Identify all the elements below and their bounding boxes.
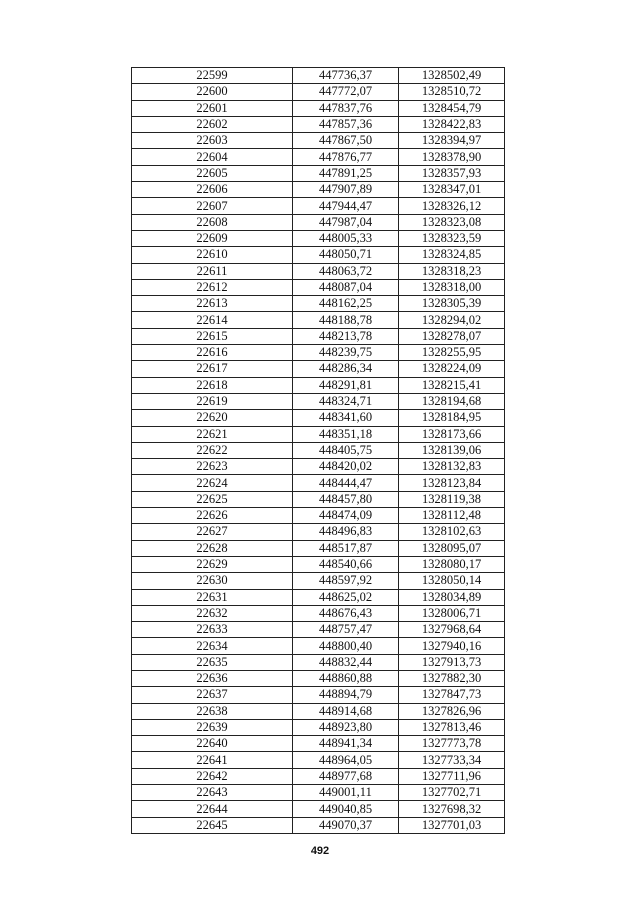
y-coordinate-cell: 1328119,38 xyxy=(399,491,505,507)
y-coordinate-cell: 1328034,89 xyxy=(399,589,505,605)
table-row xyxy=(132,736,505,752)
point-number-cell: 22623 xyxy=(132,459,293,475)
y-coordinate-cell: 1328324,85 xyxy=(399,247,505,263)
table-row xyxy=(132,801,505,817)
table-row xyxy=(132,182,505,198)
table-row xyxy=(132,508,505,524)
point-number-cell: 22611 xyxy=(132,263,293,279)
x-coordinate-cell: 448860,88 xyxy=(293,670,399,686)
point-number-cell: 22632 xyxy=(132,605,293,621)
table-row xyxy=(132,670,505,686)
x-coordinate-cell: 447987,04 xyxy=(293,214,399,230)
x-coordinate-cell: 448239,75 xyxy=(293,345,399,361)
point-number-cell: 22629 xyxy=(132,556,293,572)
y-coordinate-cell: 1328347,01 xyxy=(399,182,505,198)
table-row xyxy=(132,100,505,116)
point-number-cell: 22601 xyxy=(132,100,293,116)
x-coordinate-cell: 448540,66 xyxy=(293,556,399,572)
y-coordinate-cell: 1328378,90 xyxy=(399,149,505,165)
x-coordinate-cell: 448676,43 xyxy=(293,605,399,621)
y-coordinate-cell: 1328357,93 xyxy=(399,165,505,181)
point-number-cell: 22606 xyxy=(132,182,293,198)
table-row xyxy=(132,752,505,768)
x-coordinate-cell: 448162,25 xyxy=(293,296,399,312)
point-number-cell: 22635 xyxy=(132,654,293,670)
y-coordinate-cell: 1328112,48 xyxy=(399,508,505,524)
x-coordinate-cell: 448977,68 xyxy=(293,768,399,784)
point-number-cell: 22624 xyxy=(132,475,293,491)
table-row xyxy=(132,247,505,263)
point-number-cell: 22622 xyxy=(132,442,293,458)
point-number-cell: 22605 xyxy=(132,165,293,181)
x-coordinate-cell: 448894,79 xyxy=(293,687,399,703)
table-row xyxy=(132,345,505,361)
point-number-cell: 22607 xyxy=(132,198,293,214)
point-number-cell: 22628 xyxy=(132,540,293,556)
y-coordinate-cell: 1328080,17 xyxy=(399,556,505,572)
y-coordinate-cell: 1327702,71 xyxy=(399,785,505,801)
x-coordinate-cell: 448050,71 xyxy=(293,247,399,263)
y-coordinate-cell: 1328454,79 xyxy=(399,100,505,116)
table-row xyxy=(132,165,505,181)
point-number-cell: 22630 xyxy=(132,573,293,589)
point-number-cell: 22599 xyxy=(132,68,293,84)
table-row xyxy=(132,279,505,295)
y-coordinate-cell: 1328132,83 xyxy=(399,459,505,475)
x-coordinate-cell: 449040,85 xyxy=(293,801,399,817)
table-row xyxy=(132,817,505,833)
table-row xyxy=(132,556,505,572)
y-coordinate-cell: 1328255,95 xyxy=(399,345,505,361)
x-coordinate-cell: 448923,80 xyxy=(293,719,399,735)
y-coordinate-cell: 1328050,14 xyxy=(399,573,505,589)
y-coordinate-cell: 1327733,34 xyxy=(399,752,505,768)
y-coordinate-cell: 1327847,73 xyxy=(399,687,505,703)
y-coordinate-cell: 1328139,06 xyxy=(399,442,505,458)
coordinates-table-body xyxy=(132,68,505,834)
table-row xyxy=(132,703,505,719)
point-number-cell: 22633 xyxy=(132,622,293,638)
table-row xyxy=(132,263,505,279)
x-coordinate-cell: 448914,68 xyxy=(293,703,399,719)
point-number-cell: 22645 xyxy=(132,817,293,833)
y-coordinate-cell: 1328194,68 xyxy=(399,393,505,409)
point-number-cell: 22627 xyxy=(132,524,293,540)
y-coordinate-cell: 1328095,07 xyxy=(399,540,505,556)
y-coordinate-cell: 1327913,73 xyxy=(399,654,505,670)
x-coordinate-cell: 448324,71 xyxy=(293,393,399,409)
table-row xyxy=(132,393,505,409)
y-coordinate-cell: 1328318,00 xyxy=(399,279,505,295)
y-coordinate-cell: 1328173,66 xyxy=(399,426,505,442)
point-number-cell: 22608 xyxy=(132,214,293,230)
point-number-cell: 22638 xyxy=(132,703,293,719)
x-coordinate-cell: 448757,47 xyxy=(293,622,399,638)
table-row xyxy=(132,687,505,703)
table-row xyxy=(132,361,505,377)
table-row xyxy=(132,426,505,442)
point-number-cell: 22602 xyxy=(132,116,293,132)
table-row xyxy=(132,719,505,735)
y-coordinate-cell: 1328184,95 xyxy=(399,410,505,426)
x-coordinate-cell: 448188,78 xyxy=(293,312,399,328)
point-number-cell: 22640 xyxy=(132,736,293,752)
table-row xyxy=(132,149,505,165)
point-number-cell: 22625 xyxy=(132,491,293,507)
y-coordinate-cell: 1327968,64 xyxy=(399,622,505,638)
table-row xyxy=(132,654,505,670)
table-row xyxy=(132,475,505,491)
coordinates-table xyxy=(131,67,505,834)
table-row xyxy=(132,133,505,149)
y-coordinate-cell: 1328102,63 xyxy=(399,524,505,540)
y-coordinate-cell: 1328394,97 xyxy=(399,133,505,149)
point-number-cell: 22637 xyxy=(132,687,293,703)
table-row xyxy=(132,84,505,100)
point-number-cell: 22613 xyxy=(132,296,293,312)
x-coordinate-cell: 448597,92 xyxy=(293,573,399,589)
x-coordinate-cell: 448457,80 xyxy=(293,491,399,507)
x-coordinate-cell: 447857,36 xyxy=(293,116,399,132)
x-coordinate-cell: 448496,83 xyxy=(293,524,399,540)
x-coordinate-cell: 447876,77 xyxy=(293,149,399,165)
x-coordinate-cell: 448474,09 xyxy=(293,508,399,524)
point-number-cell: 22603 xyxy=(132,133,293,149)
x-coordinate-cell: 448517,87 xyxy=(293,540,399,556)
y-coordinate-cell: 1328502,49 xyxy=(399,68,505,84)
x-coordinate-cell: 448832,44 xyxy=(293,654,399,670)
point-number-cell: 22612 xyxy=(132,279,293,295)
point-number-cell: 22604 xyxy=(132,149,293,165)
y-coordinate-cell: 1328006,71 xyxy=(399,605,505,621)
y-coordinate-cell: 1327882,30 xyxy=(399,670,505,686)
point-number-cell: 22618 xyxy=(132,377,293,393)
y-coordinate-cell: 1328422,83 xyxy=(399,116,505,132)
point-number-cell: 22620 xyxy=(132,410,293,426)
table-row xyxy=(132,622,505,638)
y-coordinate-cell: 1327813,46 xyxy=(399,719,505,735)
point-number-cell: 22643 xyxy=(132,785,293,801)
table-row xyxy=(132,230,505,246)
table-row xyxy=(132,638,505,654)
x-coordinate-cell: 447891,25 xyxy=(293,165,399,181)
point-number-cell: 22616 xyxy=(132,345,293,361)
table-row xyxy=(132,312,505,328)
point-number-cell: 22619 xyxy=(132,393,293,409)
x-coordinate-cell: 447772,07 xyxy=(293,84,399,100)
x-coordinate-cell: 448964,05 xyxy=(293,752,399,768)
point-number-cell: 22609 xyxy=(132,230,293,246)
table-row xyxy=(132,214,505,230)
y-coordinate-cell: 1328123,84 xyxy=(399,475,505,491)
y-coordinate-cell: 1327698,32 xyxy=(399,801,505,817)
x-coordinate-cell: 448005,33 xyxy=(293,230,399,246)
point-number-cell: 22617 xyxy=(132,361,293,377)
table-row xyxy=(132,442,505,458)
point-number-cell: 22626 xyxy=(132,508,293,524)
table-row xyxy=(132,768,505,784)
x-coordinate-cell: 448420,02 xyxy=(293,459,399,475)
y-coordinate-cell: 1328215,41 xyxy=(399,377,505,393)
x-coordinate-cell: 448286,34 xyxy=(293,361,399,377)
x-coordinate-cell: 449001,11 xyxy=(293,785,399,801)
x-coordinate-cell: 448405,75 xyxy=(293,442,399,458)
point-number-cell: 22631 xyxy=(132,589,293,605)
x-coordinate-cell: 448341,60 xyxy=(293,410,399,426)
point-number-cell: 22639 xyxy=(132,719,293,735)
table-row xyxy=(132,377,505,393)
x-coordinate-cell: 447736,37 xyxy=(293,68,399,84)
y-coordinate-cell: 1328323,08 xyxy=(399,214,505,230)
table-row xyxy=(132,116,505,132)
y-coordinate-cell: 1328326,12 xyxy=(399,198,505,214)
point-number-cell: 22615 xyxy=(132,328,293,344)
table-row xyxy=(132,68,505,84)
x-coordinate-cell: 448444,47 xyxy=(293,475,399,491)
x-coordinate-cell: 447907,89 xyxy=(293,182,399,198)
table-row xyxy=(132,524,505,540)
x-coordinate-cell: 448625,02 xyxy=(293,589,399,605)
point-number-cell: 22621 xyxy=(132,426,293,442)
table-row xyxy=(132,410,505,426)
x-coordinate-cell: 448941,34 xyxy=(293,736,399,752)
point-number-cell: 22634 xyxy=(132,638,293,654)
table-row xyxy=(132,785,505,801)
y-coordinate-cell: 1327773,78 xyxy=(399,736,505,752)
x-coordinate-cell: 447944,47 xyxy=(293,198,399,214)
x-coordinate-cell: 448063,72 xyxy=(293,263,399,279)
y-coordinate-cell: 1327701,03 xyxy=(399,817,505,833)
y-coordinate-cell: 1327940,16 xyxy=(399,638,505,654)
x-coordinate-cell: 448087,04 xyxy=(293,279,399,295)
point-number-cell: 22614 xyxy=(132,312,293,328)
point-number-cell: 22642 xyxy=(132,768,293,784)
table-row xyxy=(132,296,505,312)
y-coordinate-cell: 1328305,39 xyxy=(399,296,505,312)
x-coordinate-cell: 448291,81 xyxy=(293,377,399,393)
y-coordinate-cell: 1328224,09 xyxy=(399,361,505,377)
x-coordinate-cell: 448351,18 xyxy=(293,426,399,442)
point-number-cell: 22644 xyxy=(132,801,293,817)
table-row xyxy=(132,605,505,621)
table-row xyxy=(132,198,505,214)
y-coordinate-cell: 1327826,96 xyxy=(399,703,505,719)
y-coordinate-cell: 1327711,96 xyxy=(399,768,505,784)
point-number-cell: 22600 xyxy=(132,84,293,100)
x-coordinate-cell: 448213,78 xyxy=(293,328,399,344)
table-row xyxy=(132,491,505,507)
x-coordinate-cell: 447867,50 xyxy=(293,133,399,149)
y-coordinate-cell: 1328510,72 xyxy=(399,84,505,100)
page-number: 492 xyxy=(310,845,330,857)
y-coordinate-cell: 1328318,23 xyxy=(399,263,505,279)
y-coordinate-cell: 1328278,07 xyxy=(399,328,505,344)
table-row xyxy=(132,573,505,589)
y-coordinate-cell: 1328323,59 xyxy=(399,230,505,246)
point-number-cell: 22641 xyxy=(132,752,293,768)
table-row xyxy=(132,589,505,605)
point-number-cell: 22610 xyxy=(132,247,293,263)
table-row xyxy=(132,459,505,475)
x-coordinate-cell: 447837,76 xyxy=(293,100,399,116)
point-number-cell: 22636 xyxy=(132,670,293,686)
table-row xyxy=(132,540,505,556)
table-row xyxy=(132,328,505,344)
x-coordinate-cell: 448800,40 xyxy=(293,638,399,654)
y-coordinate-cell: 1328294,02 xyxy=(399,312,505,328)
x-coordinate-cell: 449070,37 xyxy=(293,817,399,833)
